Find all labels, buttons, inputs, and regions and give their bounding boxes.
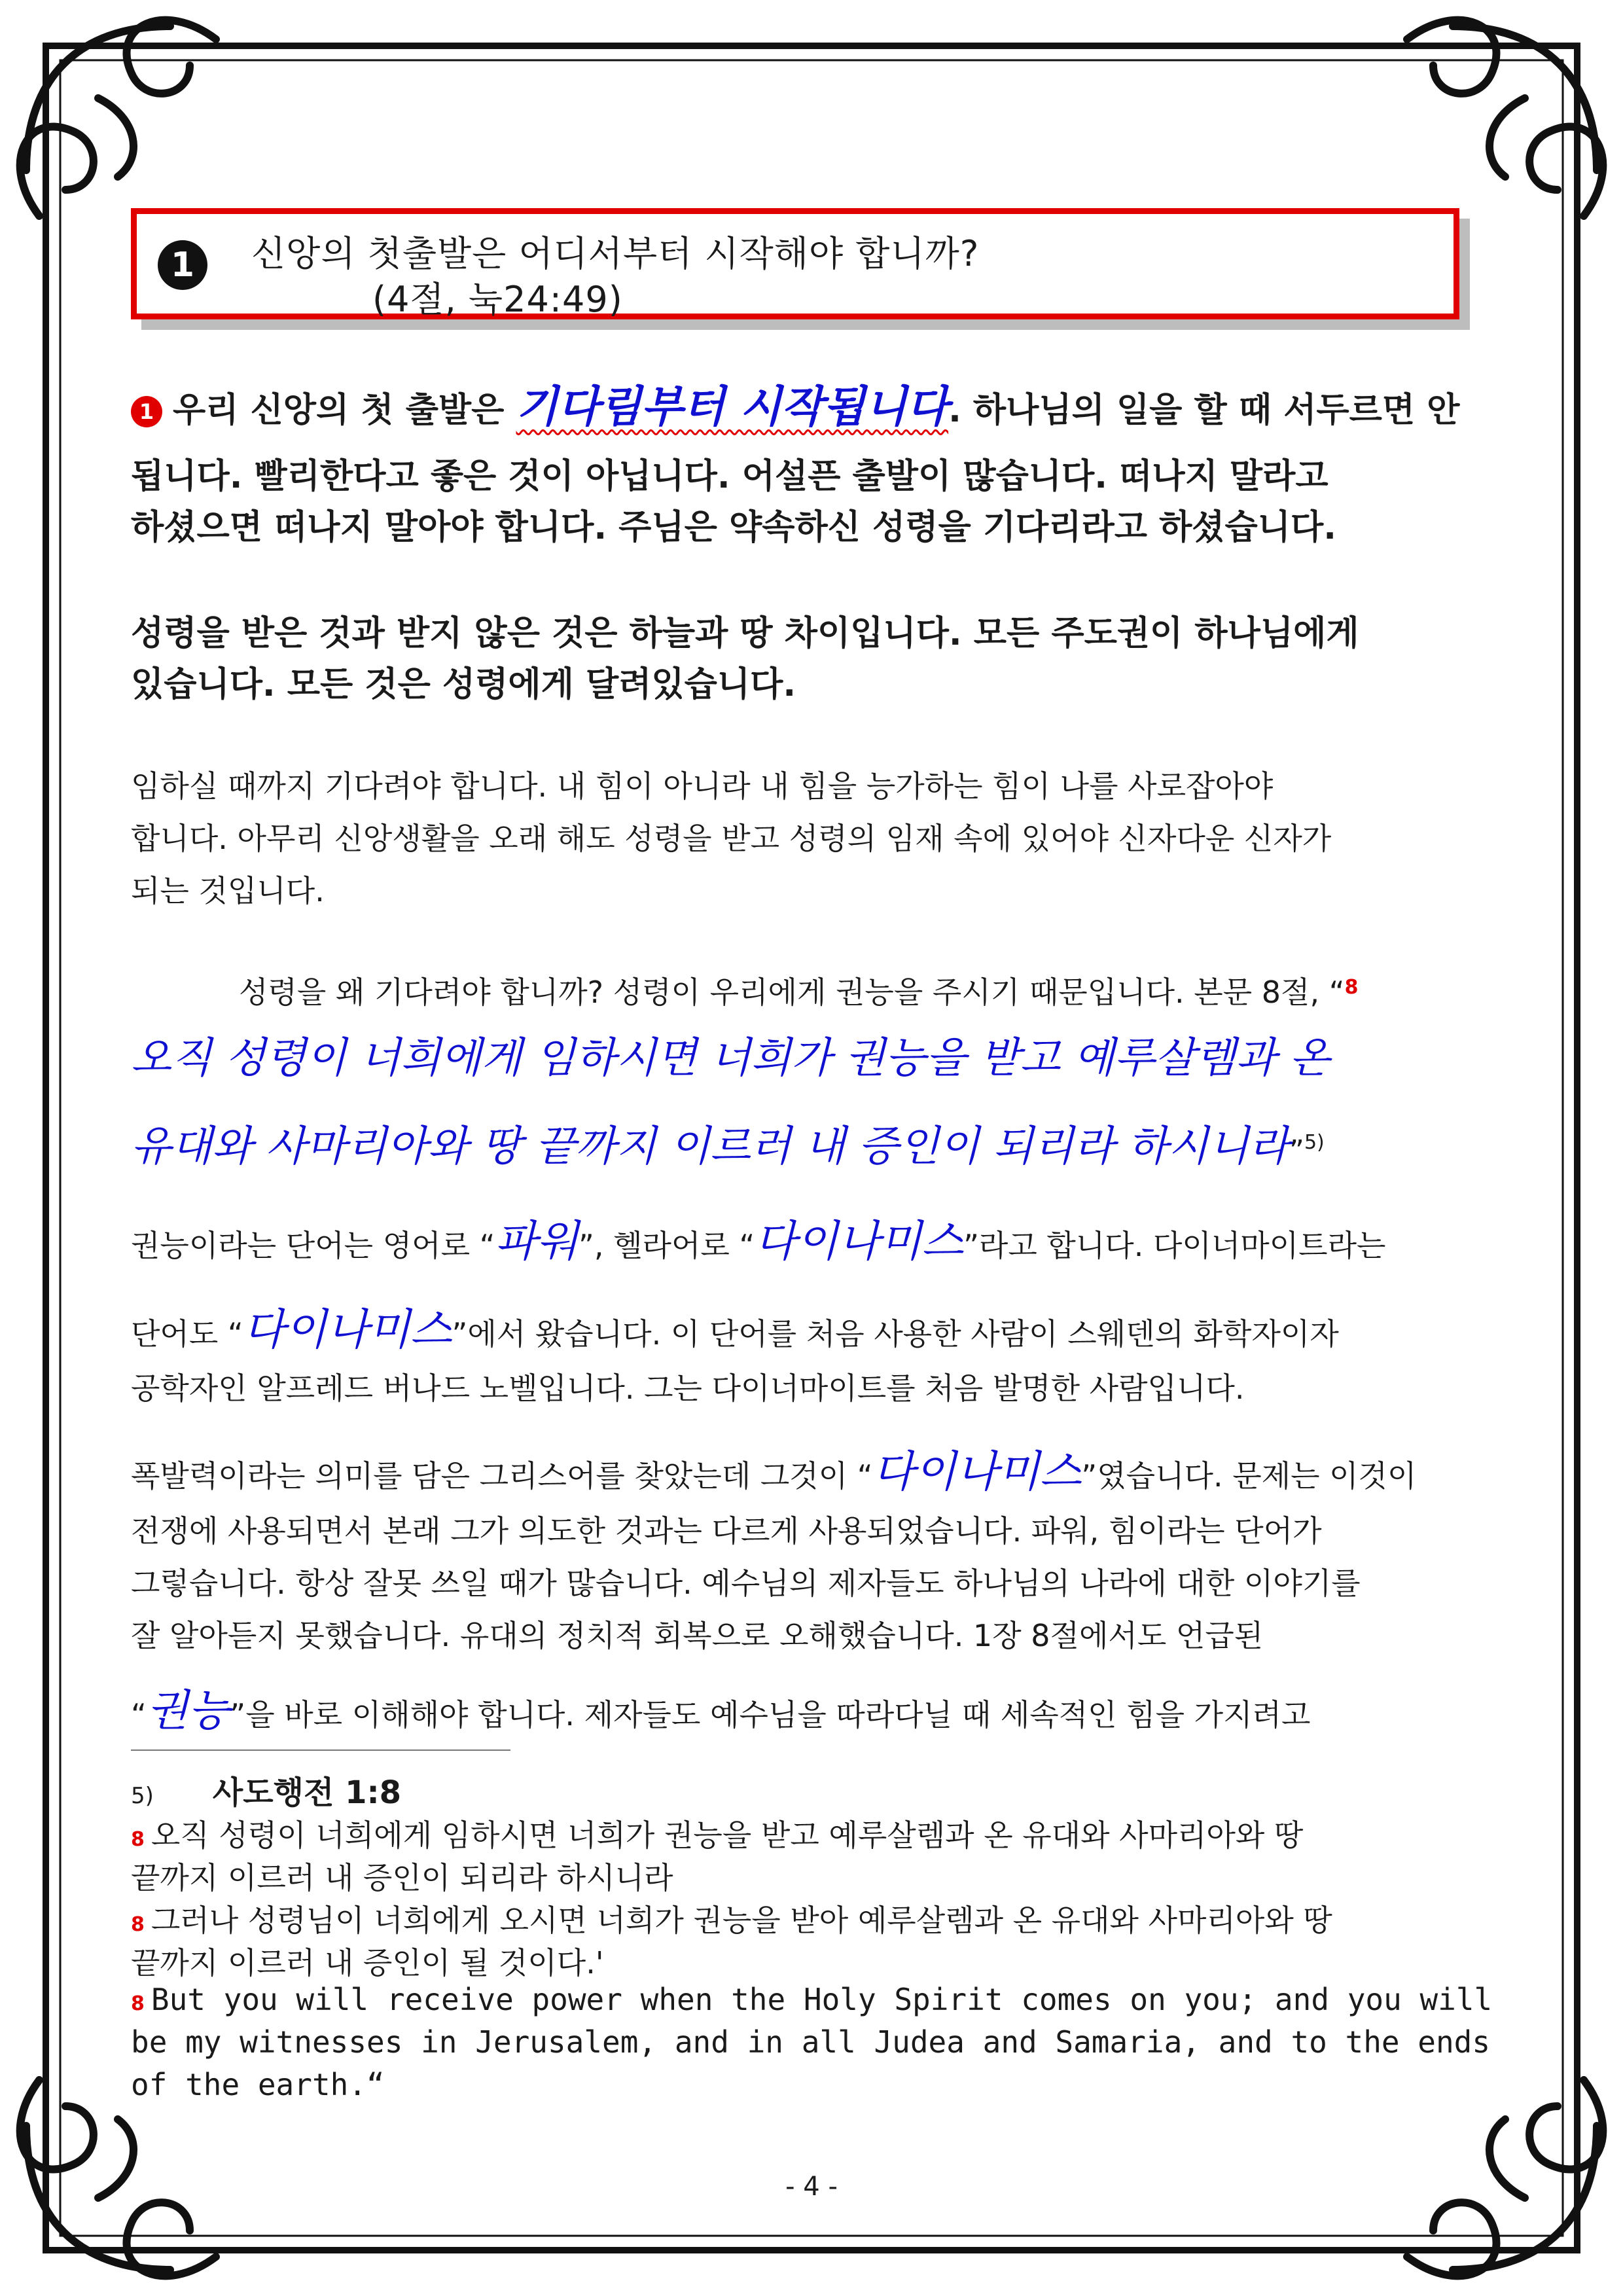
footnote-title: 사도행전 1:8	[212, 1774, 402, 1811]
question-reference: (4절, 눅24:49)	[372, 279, 623, 320]
para4-line1: 성령을 왜 기다려야 합니까? 성령이 우리에게 권능을 주시기 때문입니다. 본문 8절, “$^8$	[239, 975, 1359, 1010]
para1-line3: 하셨으면 떠나지 말아야 합니다. 주님은 약속하신 성령을 기다리라고 하셨습니다.	[131, 508, 1336, 547]
para-marker-badge: 1	[131, 396, 162, 427]
para3-line1: 임하실 때까지 기다려야 합니다. 내 힘이 아니라 내 힘을 능가하는 힘이 나를 사로잡아야	[131, 768, 1274, 804]
question-number-badge: 1	[158, 240, 207, 290]
keyword-handwriting: 다이나미스	[243, 1304, 452, 1355]
verse-handwriting-line2: 유대와 사마리아와 땅 끝까지 이르러 내 증인이 되리라 하시니라”$^{5)}$	[131, 1122, 1325, 1171]
footnote-header: 5) 사도행전 1:8	[131, 1774, 402, 1811]
keyword-handwriting: 파워	[495, 1216, 579, 1266]
para3-line3: 되는 것입니다.	[131, 873, 325, 908]
para2-line2: 있습니다. 모든 것은 성령에게 달려있습니다.	[131, 665, 796, 704]
keyword-handwriting: 권능	[146, 1685, 230, 1736]
para5-line3: 공학자인 알프레드 버나드 노벨입니다. 그는 다이너마이트를 처음 발명한 사람입니다.	[131, 1371, 1245, 1406]
keyword-handwriting: 다이나미스	[755, 1216, 964, 1266]
question-text: 신앙의 첫출발은 어디서부터 시작해야 합니까?	[251, 233, 980, 274]
para5-line5: 전쟁에 사용되면서 본래 그가 의도한 것과는 다르게 사용되었습니다. 파워, 힘이라는 단어가	[131, 1513, 1322, 1549]
para5-line8: “권능”을 바로 이해해야 합니다. 제자들도 예수님을 따라다닐 때 세속적인 힘을 가지려고	[131, 1685, 1311, 1736]
para5-line4: 폭발력이라는 의미를 담은 그리스어를 찾았는데 그것이 “다이나미스”였습니다. 문제는 이것이	[131, 1446, 1417, 1497]
footnote-reference: 5)	[1304, 1131, 1325, 1154]
footnote-v2-line2: 끝까지 이르러 내 증인이 될 것이다.'	[131, 1945, 604, 1981]
para5-line1: 권능이라는 단어는 영어로 “파워”, 헬라어로 “다이나미스”라고 합니다. 다이너마이트라는	[131, 1216, 1386, 1266]
footnote-v1-line1: 8 오직 성령이 너희에게 임하시면 너희가 권능을 받고 예루살렘과 온 유대와 사마리아와 땅	[131, 1818, 1304, 1853]
verse-handwriting-line1: 오직 성령이 너희에게 임하시면 너희가 권능을 받고 예루살렘과 온	[131, 1034, 1330, 1083]
footnote-v3-line3: of the earth.“	[131, 2067, 385, 2102]
footnote-v1-line2: 끝까지 이르러 내 증인이 되리라 하시니라	[131, 1860, 673, 1895]
page-number: - 4 -	[785, 2172, 838, 2202]
para2-line1: 성령을 받은 것과 받지 않은 것은 하늘과 땅 차이입니다. 모든 주도권이 하나님에게	[131, 614, 1359, 653]
footnote-v2-line1: 8 그러나 성령님이 너희에게 오시면 너희가 권능을 받아 예루살렘과 온 유대와 사마리아와 땅	[131, 1903, 1332, 1938]
para5-line6: 그렇습니다. 항상 잘못 쓰일 때가 많습니다. 예수님의 제자들도 하나님의 나라에 대한 이야기를	[131, 1566, 1361, 1601]
para1-line1: 1 우리 신앙의 첫 출발은 기다림부터 시작됩니다. 하나님의 일을 할 때 서두르면 안	[131, 372, 1459, 434]
verse-number: 8	[1344, 976, 1359, 999]
para1-line2: 됩니다. 빨리한다고 좋은 것이 아닙니다. 어설픈 출발이 많습니다. 떠나지 말라고	[131, 457, 1329, 496]
highlight-handwriting: 기다림부터 시작됩니다	[516, 381, 949, 432]
para3-line2: 합니다. 아무리 신앙생활을 오래 해도 성령을 받고 성령의 임재 속에 있어야 신자다운 신자가	[131, 821, 1332, 856]
para5-line7: 잘 알아듣지 못했습니다. 유대의 정치적 회복으로 오해했습니다. 1장 8절에서도 언급된	[131, 1618, 1264, 1653]
corner-ornament-icon	[20, 20, 216, 216]
footnote-v3-line1: 8 But you will receive power when the Holy Spirit comes on you; and you will	[131, 1982, 1493, 2017]
question-box	[131, 208, 1459, 319]
footnote-v3-line2: be my witnesses in Jerusalem, and in all Judea and Samaria, and to the ends	[131, 2024, 1491, 2060]
para5-line2: 단어도 “다이나미스”에서 왔습니다. 이 단어를 처음 사용한 사람이 스웨덴의 화학자이자	[131, 1304, 1339, 1355]
keyword-handwriting: 다이나미스	[872, 1446, 1082, 1497]
footnote-divider	[131, 1749, 510, 1751]
